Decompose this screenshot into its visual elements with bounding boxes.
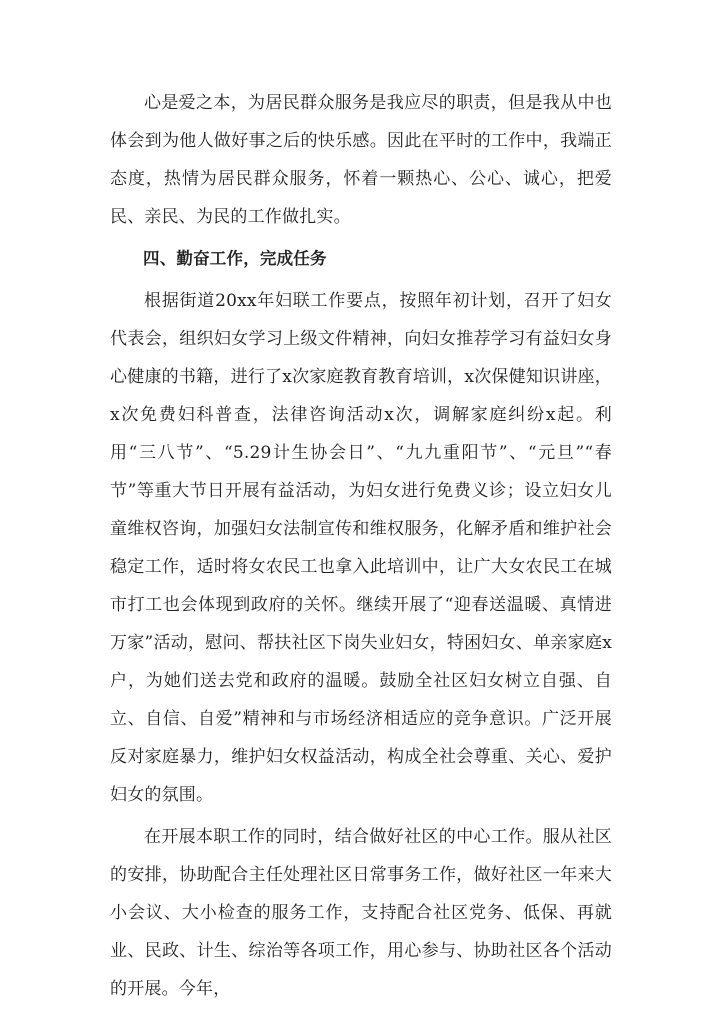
paragraph-womens-federation-work: 根据街道20xx年妇联工作要点，按照年初计划，召开了妇女代表会，组织妇女学习上级文件精神，向妇女推荐学习有益妇女身心健康的书籍，进行了x次家庭教育教育培训，x次保健知识讲座，x次免费妇科普查，法律咨询活动x次，调解家庭纠纷x起。利用“三八节”、“5.29计生协会日”、“九九重阳节”、“元旦”“春节”等重大节日开展有益活动，为妇女进行免费义诊；设立妇女儿童维权咨询，加强妇女法制宣传和维权服务，化解矛盾和维护社会稳定工作，适时将女农民工也拿入此培训中，让广大女农民工在城市打工也会体现到政府的关怀。继续开展了“迎春送温暖、真情进万家”活动，慰问、帮扶社区下岗失业妇女，特困妇女、单亲家庭x户，为她们送去党和政府的温暖。鼓励全社区妇女树立自强、自立、自信、自爱”精神和与市场经济相适应的竞争意识。广泛开展反对家庭暴力，维护妇女权益活动，构成全社会尊重、关心、爱护妇女的氛围。: [110, 291, 612, 805]
document-body: [110, 84, 612, 1008]
section-heading: 四、勤奋工作，完成任务: [143, 249, 327, 268]
paragraph-community-center-work: 在开展本职工作的同时，结合做好社区的中心工作。服从社区的安排，协助配合主任处理社区日常事务工作，做好社区一年来大小会议、大小检查的服务工作，支持配合社区党务、低保、再就业、民政、计生、综治等各项工作，用心参与、协助社区各个活动的开展。今年，: [110, 827, 612, 999]
paragraph-service-attitude: 心是爱之本，为居民群众服务是我应尽的职责，但是我从中也体会到为他人做好事之后的快乐感。因此在平时的工作中，我端正态度，热情为居民群众服务，怀着一颗热心、公心、诚心，把爱民、亲民、为民的工作做扎实。: [110, 93, 612, 227]
